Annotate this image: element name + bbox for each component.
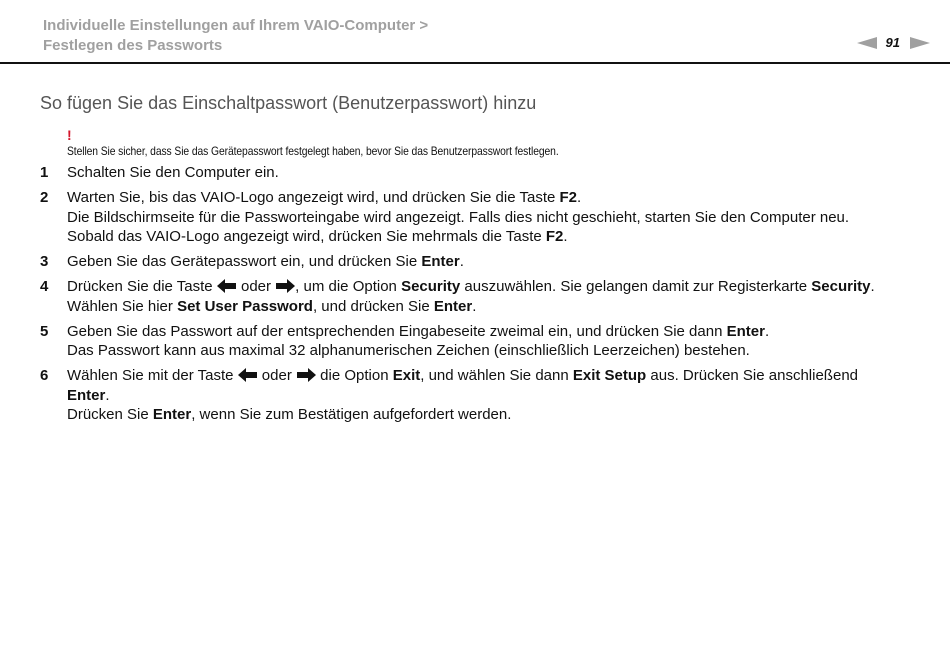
step-text: . — [472, 297, 477, 315]
right-arrow-key-icon — [275, 279, 295, 293]
step-text: Wählen Sie hier — [67, 297, 178, 315]
step-text: Geben Sie das Passwort auf der entsprechenden Eingabeseite zweimal ein, und drücken Sie dann — [67, 322, 727, 340]
step-text: , und drücken Sie — [312, 297, 434, 315]
step-2 — [40, 188, 920, 247]
key-label: Enter — [152, 406, 192, 423]
step-text: oder — [257, 367, 296, 384]
step-text: Drücken Sie die Taste — [67, 278, 217, 295]
step-list — [40, 163, 920, 430]
option-label: Exit Setup — [572, 367, 647, 384]
step-text: , wenn Sie zum Bestätigen aufgefordert werden. — [191, 406, 512, 423]
header-divider — [0, 62, 950, 64]
key-label: F2 — [545, 228, 564, 245]
key-label: Enter — [726, 322, 765, 340]
key-label: Enter — [67, 386, 106, 404]
step-text: . — [459, 253, 464, 270]
option-label: Security — [401, 278, 461, 295]
page-header — [0, 0, 950, 64]
step-text: Drücken Sie — [67, 406, 153, 423]
step-text: , und wählen Sie dann — [420, 367, 573, 384]
option-label: Set User Password — [177, 297, 313, 315]
step-text: Wählen Sie mit der Taste — [67, 367, 238, 384]
step-text: . — [105, 386, 110, 404]
step-text: . — [563, 228, 568, 245]
step-text: Warten Sie, bis das VAIO-Logo angezeigt wird, und drücken Sie die Taste — [67, 189, 560, 206]
note-text: Stellen Sie sicher, dass Sie das Gerätepasswort festgelegt haben, bevor Sie das Benutzerpasswort festlegen. — [67, 144, 559, 158]
breadcrumb — [43, 16, 428, 56]
step-1 — [40, 163, 920, 183]
step-5 — [40, 322, 920, 361]
previous-page-icon[interactable] — [857, 37, 877, 49]
option-label: Exit — [392, 367, 421, 384]
section-title: So fügen Sie das Einschaltpasswort (Benutzerpasswort) hinzu — [40, 93, 537, 113]
step-number: 6 — [40, 367, 49, 384]
note — [67, 128, 639, 160]
right-arrow-key-icon — [296, 368, 316, 382]
step-text: , um die Option — [295, 278, 402, 295]
step-text: . — [577, 189, 582, 206]
left-arrow-key-icon — [217, 279, 237, 293]
step-text: Sobald das VAIO-Logo angezeigt wird, drücken Sie mehrmals die Taste — [67, 228, 546, 245]
step-4 — [40, 277, 920, 316]
step-text: die Option — [316, 367, 393, 384]
warning-mark-icon: ! — [67, 127, 72, 143]
step-text: Die Bildschirmseite für die Passworteingabe wird angezeigt. Falls dies nicht geschieht, starten Sie den Computer neu. — [67, 208, 850, 226]
step-text: Geben Sie das Gerätepasswort ein, und drücken Sie — [67, 253, 422, 270]
step-text: Das Passwort kann aus maximal 32 alphanumerischen Zeichen (einschließlich Leerzeichen) bestehen. — [67, 342, 750, 359]
breadcrumb-line-2[interactable]: Festlegen des Passworts — [43, 37, 223, 54]
page-navigation — [857, 35, 930, 50]
page-number: 91 — [885, 35, 900, 50]
next-page-icon[interactable] — [910, 37, 930, 49]
step-text: . — [764, 322, 770, 340]
key-label: F2 — [559, 189, 578, 206]
step-6 — [40, 366, 920, 425]
key-label: Enter — [433, 297, 473, 315]
key-label: Enter — [421, 253, 460, 270]
left-arrow-key-icon — [238, 368, 258, 382]
step-text: Schalten Sie den Computer ein. — [67, 164, 279, 181]
step-number: 1 — [40, 164, 49, 181]
step-text: auszuwählen. Sie gelangen damit zur Registerkarte — [460, 278, 812, 295]
step-text: aus. Drücken Sie anschließend — [646, 367, 858, 384]
step-3 — [40, 252, 920, 272]
step-number: 3 — [40, 253, 49, 270]
step-text: oder — [236, 278, 276, 295]
step-number: 4 — [40, 278, 49, 295]
breadcrumb-line-1[interactable]: Individuelle Einstellungen auf Ihrem VAIO-Computer > — [43, 17, 429, 34]
option-label: Security — [811, 278, 871, 295]
step-text: . — [870, 278, 875, 295]
step-number: 5 — [40, 322, 49, 340]
step-number: 2 — [40, 189, 49, 206]
